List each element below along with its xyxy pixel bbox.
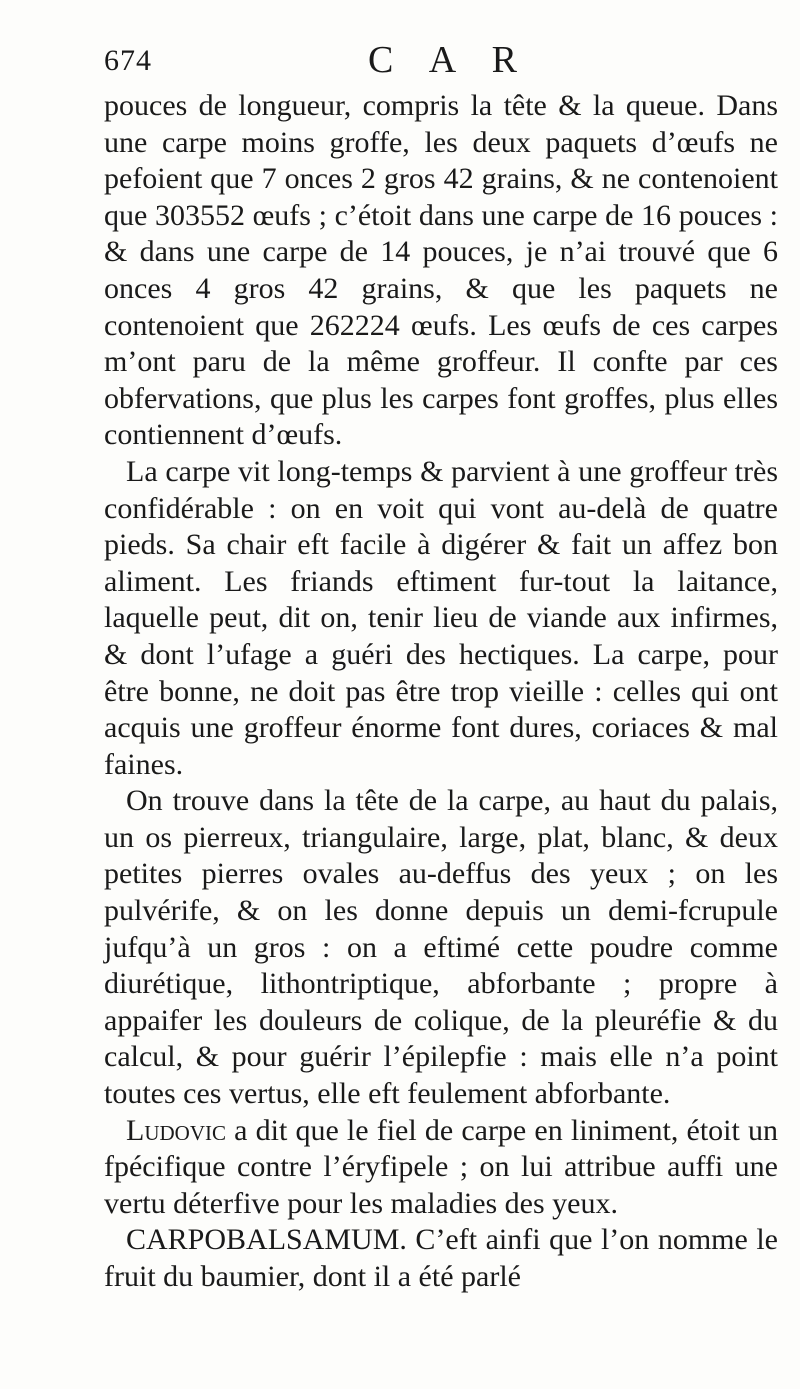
paragraph-ludovic: [104, 1113, 778, 1223]
paragraph-carp-stones: On trouve dans la tête de la carpe, au haut du palais, un os pierreux, triangulaire, large, plat, blanc, & deux petites pierres ovales au-deffus des yeux ; on les pulvérife, & on les donne depuis un demi-fcrupule jufqu’à un gros : on a eftimé cette poudre comme diurétique, lithontriptique, abforbante ; propre à appaifer les douleurs de colique, de la pleuréfie & du calcul, & pour guérir l’épilepfie : mais elle n’a point toutes ces vertus, elle eft feulement abforbante.: [104, 784, 778, 1111]
paragraph-carp-growth: La carpe vit long-temps & parvient à une groffeur très confidérable : on en voit qui vont au-delà de quatre pieds. Sa chair eft facile à digérer & fait un affez bon aliment. Les friands eftiment fur-tout la laitance, laquelle peut, dit on, tenir lieu de viande aux infirmes, & dont l’ufage a guéri des hectiques. La carpe, pour être bonne, ne doit pas être trop vieille : celles qui ont acquis une groffeur énorme font dures, coriaces & mal faines.: [104, 454, 778, 781]
paragraph-carp-eggs: pouces de longueur, compris la tête & la queue. Dans une carpe moins groffe, les deux paquets d’œufs ne pefoient que 7 onces 2 gros 42 grains, & ne contenoient que 303552 œufs ; c’étoit dans une carpe de 16 pouces : & dans une carpe de 14 pouces, je n’ai trouvé que 6 onces 4 gros 42 grains, & que les paquets ne contenoient que 262224 œufs. Les œufs de ces carpes m’ont paru de la même groffeur. Il confte par ces obfervations, que plus les carpes font groffes, plus elles contiennent d’œufs.: [104, 89, 778, 452]
author-name: Ludovic: [126, 1113, 226, 1147]
paragraph-carpobalsamum: CARPOBALSAMUM. C’eft ainfi que l’on nomme le fruit du baumier, dont il a été parlé: [104, 1223, 778, 1293]
page-number: 674: [104, 44, 152, 77]
paragraph-ludovic-text: a dit que le fiel de carpe en liniment, étoit un fpécifique contre l’éryfipele ; on lui attribue auffi une vertu déterfive pour les maladies des yeux.: [104, 1113, 778, 1220]
running-head: C A R: [368, 39, 531, 81]
body-text: [104, 88, 778, 1296]
